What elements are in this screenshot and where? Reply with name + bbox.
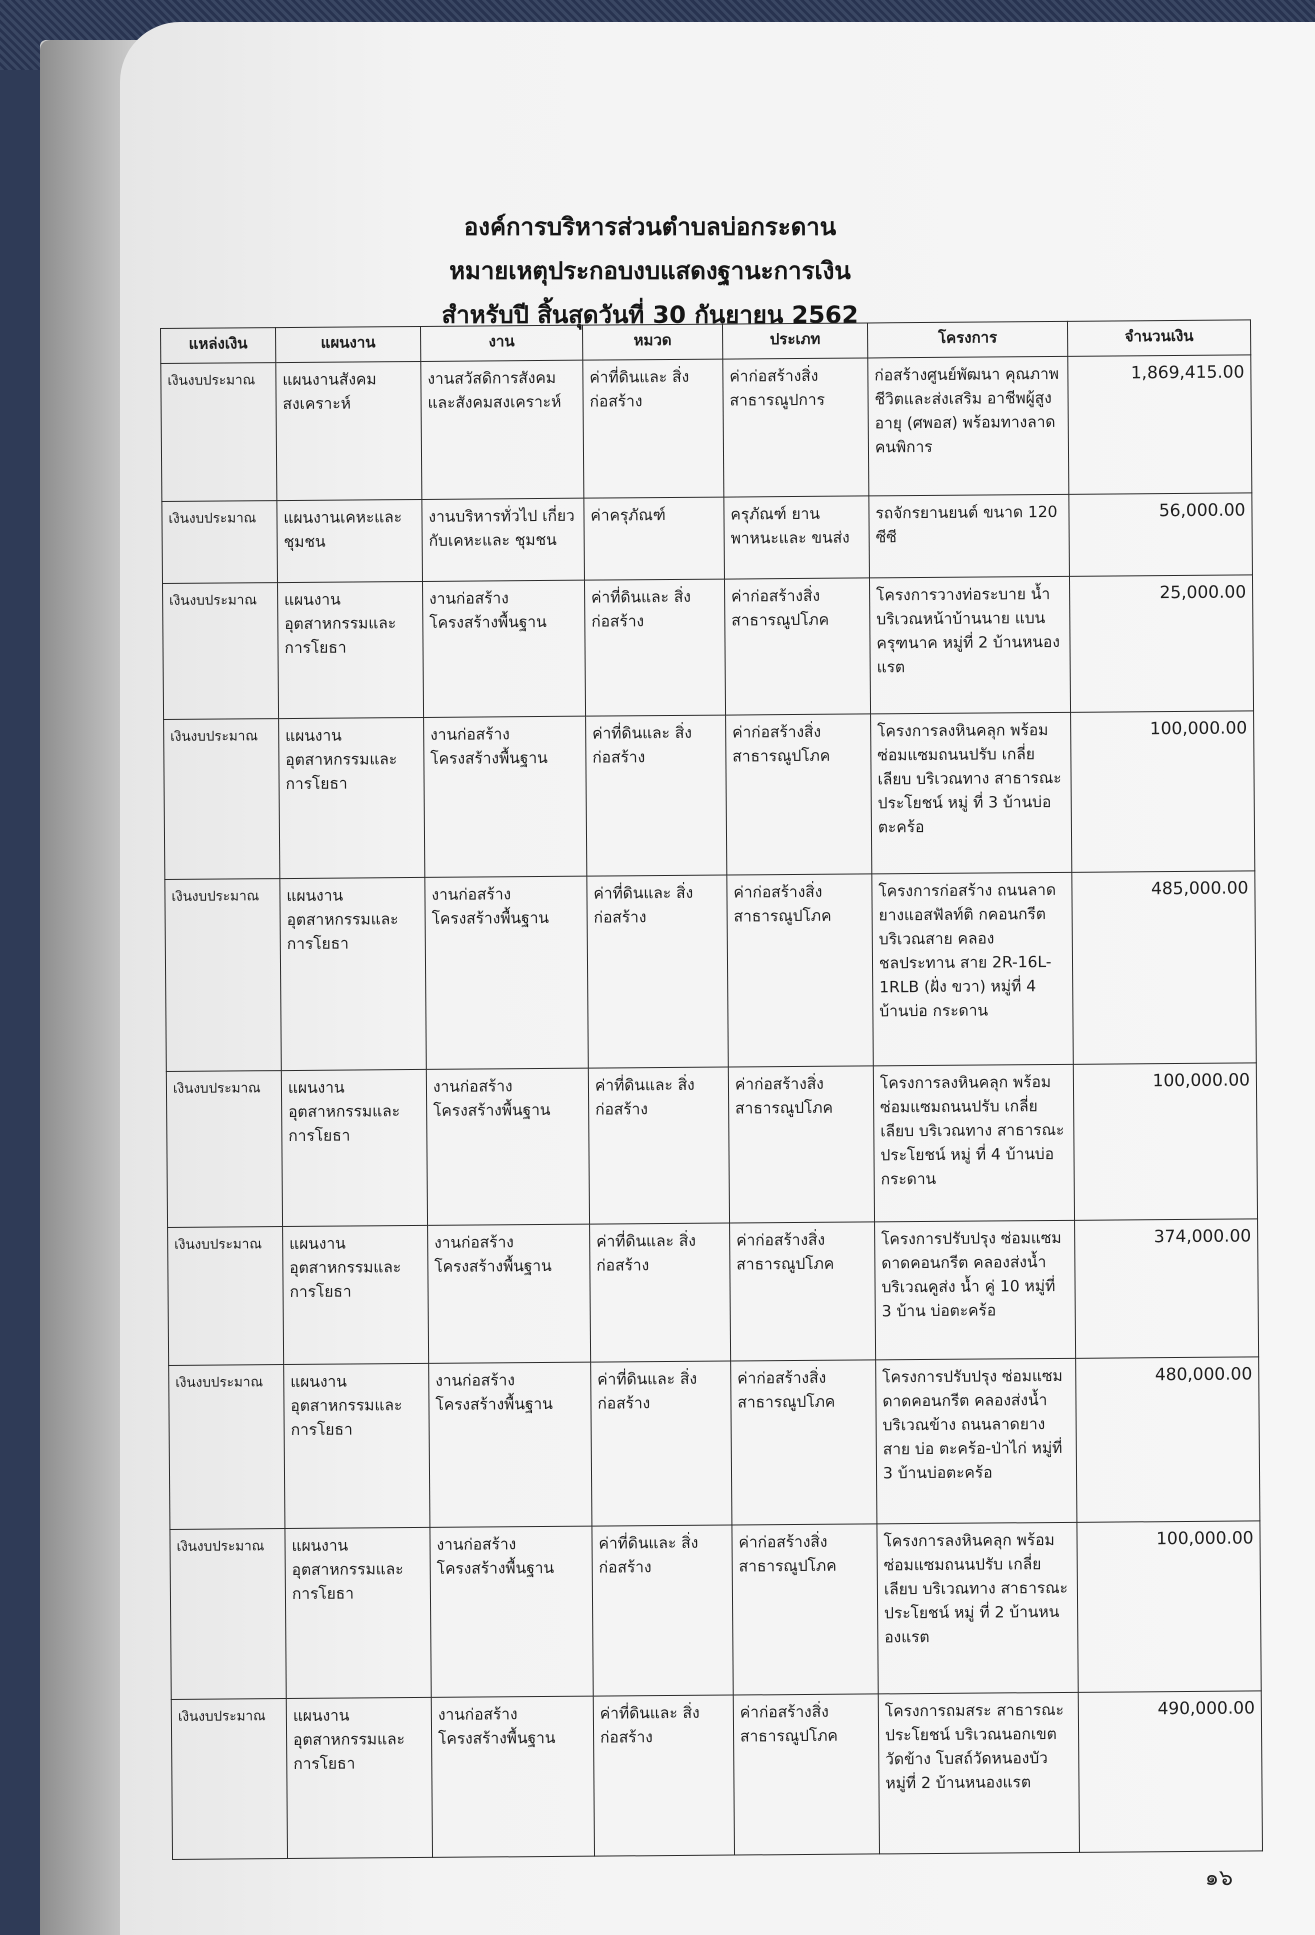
report-title: หมายเหตุประกอบงบแสดงฐานะการเงิน xyxy=(449,257,851,285)
table-row xyxy=(171,1691,1262,1860)
plan-cell: แผนงาน อุตสาหกรรมและ การโยธา xyxy=(284,1363,430,1528)
plan-cell: แผนงาน อุตสาหกรรมและ การโยธา xyxy=(279,717,425,878)
plan-cell: แผนงานสังคม สงเคราะห์ xyxy=(276,361,422,500)
column-header: ประเภท xyxy=(722,323,867,359)
project-cell: โครงการลงหินคลุก พร้อมซ่อมแซมถนนปรับ เกลี่ยเลียบ บริเวณทาง สาธารณะประโยชน์ หมู่ ที่ 4 บ้านบ่อกระดาน xyxy=(873,1064,1074,1222)
category-cell: ค่าที่ดินและ สิ่งก่อสร้าง xyxy=(587,875,729,1068)
type-cell: ค่าก่อสร้างสิ่ง สาธารณูปโภค xyxy=(728,1066,874,1223)
amount-cell: 100,000.00 xyxy=(1073,1063,1257,1220)
type-cell: ค่าก่อสร้างสิ่ง สาธารณูปโภค xyxy=(724,578,870,715)
category-cell: ค่าที่ดินและ สิ่งก่อสร้าง xyxy=(592,1525,733,1696)
plan-cell: แผนงาน อุตสาหกรรมและ การโยธา xyxy=(281,1069,427,1226)
column-header: จำนวนเงิน xyxy=(1067,320,1250,356)
table-row xyxy=(169,1357,1260,1530)
type-cell: ครุภัณฑ์ ยานพาหนะและ ขนส่ง xyxy=(724,496,870,579)
plan-cell: แผนงาน อุตสาหกรรมและ การโยธา xyxy=(283,1225,429,1364)
source-cell: เงินงบประมาณ xyxy=(163,583,279,720)
column-header: งาน xyxy=(420,325,582,361)
work-cell: งานก่อสร้าง โครงสร้างพื้นฐาน xyxy=(422,580,585,717)
amount-cell: 25,000.00 xyxy=(1069,575,1253,712)
amount-cell: 1,869,415.00 xyxy=(1068,355,1252,494)
category-cell: ค่าที่ดินและ สิ่งก่อสร้าง xyxy=(591,1361,732,1526)
source-cell: เงินงบประมาณ xyxy=(171,1699,287,1860)
category-cell: ค่าที่ดินและ สิ่งก่อสร้าง xyxy=(584,579,725,716)
category-cell: ค่าที่ดินและ สิ่งก่อสร้าง xyxy=(586,715,727,876)
notes-table xyxy=(160,319,1263,1860)
work-cell: งานก่อสร้าง โครงสร้างพื้นฐาน xyxy=(430,1526,593,1697)
document-header xyxy=(300,205,1000,337)
source-cell: เงินงบประมาณ xyxy=(166,1071,282,1228)
table-row xyxy=(170,1521,1261,1700)
project-cell: โครงการลงหินคลุก พร้อมซ่อมแซมถนนปรับ เกลี่ยเลียบ บริเวณทาง สาธารณะประโยชน์ หมู่ ที่ 3 บ้านบ่อตะคร้อ xyxy=(871,712,1072,874)
category-cell: ค่าที่ดินและ สิ่งก่อสร้าง xyxy=(593,1695,734,1856)
project-cell: โครงการปรับปรุง ซ่อมแซมดาดคอนกรีต คลองส่งน้ำ บริเวณคูส่ง น้ำ คู่ 10 หมู่ที่ 3 บ้าน บ่อตะคร้อ xyxy=(875,1220,1076,1360)
type-cell: ค่าก่อสร้างสิ่ง สาธารณูปการ xyxy=(723,358,869,497)
column-header: โครงการ xyxy=(867,321,1067,358)
amount-cell: 490,000.00 xyxy=(1078,1691,1262,1852)
category-cell: ค่าที่ดินและ สิ่งก่อสร้าง xyxy=(588,1067,729,1224)
amount-cell: 480,000.00 xyxy=(1076,1357,1260,1522)
project-cell: ก่อสร้างศูนย์พัฒนา คุณภาพชีวิตและส่งเสริม อาชีพผู้สูงอายุ (ศพอส) พร้อมทางลาดคนพิการ xyxy=(868,356,1069,496)
table-row xyxy=(166,1063,1257,1228)
page-number: ๑๖ xyxy=(1205,1866,1233,1891)
work-cell: งานก่อสร้าง โครงสร้างพื้นฐาน xyxy=(424,716,587,877)
amount-cell: 374,000.00 xyxy=(1075,1219,1259,1358)
type-cell: ค่าก่อสร้างสิ่ง สาธารณูปโภค xyxy=(730,1222,876,1361)
source-cell: เงินงบประมาณ xyxy=(165,879,282,1072)
type-cell: ค่าก่อสร้างสิ่ง สาธารณูปโภค xyxy=(732,1524,878,1695)
table-row xyxy=(163,575,1254,720)
table-row xyxy=(161,355,1252,502)
category-cell: ค่าครุภัณฑ์ xyxy=(584,497,725,580)
source-cell: เงินงบประมาณ xyxy=(164,719,280,880)
type-cell: ค่าก่อสร้างสิ่ง สาธารณูปโภค xyxy=(726,714,872,875)
table-row xyxy=(164,711,1255,880)
project-cell: รถจักรยานยนต์ ขนาด 120 ซีซี xyxy=(869,494,1070,578)
work-cell: งานก่อสร้าง โครงสร้างพื้นฐาน xyxy=(429,1362,592,1527)
type-cell: ค่าก่อสร้างสิ่ง สาธารณูปโภค xyxy=(727,874,874,1067)
notes-table-wrapper xyxy=(160,319,1262,1858)
source-cell: เงินงบประมาณ xyxy=(168,1227,284,1366)
source-cell: เงินงบประมาณ xyxy=(162,501,278,584)
amount-cell: 485,000.00 xyxy=(1072,871,1257,1064)
source-cell: เงินงบประมาณ xyxy=(161,363,277,502)
work-cell: งานก่อสร้าง โครงสร้างพื้นฐาน xyxy=(431,1696,594,1857)
plan-cell: แผนงานเคหะและ ชุมชน xyxy=(277,499,423,582)
project-cell: โครงการลงหินคลุก พร้อมซ่อมแซมถนนปรับ เกลี่ยเลียบ บริเวณทาง สาธารณะประโยชน์ หมู่ ที่ 2 บ้านหนองแรต xyxy=(877,1522,1078,1694)
plan-cell: แผนงาน อุตสาหกรรมและ การโยธา xyxy=(285,1527,431,1698)
type-cell: ค่าก่อสร้างสิ่ง สาธารณูปโภค xyxy=(733,1694,879,1855)
project-cell: โครงการถมสระ สาธารณะประโยชน์ บริเวณนอกเขตวัดข้าง โบสถ์วัดหนองบัว หมู่ที่ 2 บ้านหนองแรต xyxy=(878,1692,1079,1854)
plan-cell: แผนงาน อุตสาหกรรมและ การโยธา xyxy=(280,877,427,1070)
work-cell: งานก่อสร้าง โครงสร้างพื้นฐาน xyxy=(425,876,589,1069)
work-cell: งานสวัสดิการสังคม และสังคมสงเคราะห์ xyxy=(421,360,584,499)
table-row xyxy=(165,871,1256,1072)
source-cell: เงินงบประมาณ xyxy=(169,1365,285,1530)
work-cell: งานบริหารทั่วไป เกี่ยวกับเคหะและ ชุมชน xyxy=(422,498,585,581)
organization-title: องค์การบริหารส่วนตำบลบ่อกระดาน xyxy=(463,213,837,241)
plan-cell: แผนงาน อุตสาหกรรมและ การโยธา xyxy=(278,581,424,718)
plan-cell: แผนงาน อุตสาหกรรมและ การโยธา xyxy=(286,1697,432,1858)
table-row xyxy=(168,1219,1259,1366)
type-cell: ค่าก่อสร้างสิ่ง สาธารณูปโภค xyxy=(731,1360,877,1525)
work-cell: งานก่อสร้าง โครงสร้างพื้นฐาน xyxy=(426,1068,589,1225)
project-cell: โครงการก่อสร้าง ถนนลาดยางแอสฟัลท์ติ กคอนกรีต บริเวณสาย คลองชลประทาน สาย 2R-16L-1RLB (ฝั่ง ขวา) หมู่ที่ 4 บ้านบ่อ กระดาน xyxy=(872,872,1074,1066)
project-cell: โครงการปรับปรุง ซ่อมแซมดาดคอนกรีต คลองส่งน้ำ บริเวณข้าง ถนนลาดยางสาย บ่อ ตะคร้อ-ป่าไก่ หมู่ที่ 3 บ้านบ่อตะคร้อ xyxy=(876,1358,1077,1524)
source-cell: เงินงบประมาณ xyxy=(170,1529,286,1700)
category-cell: ค่าที่ดินและ สิ่งก่อสร้าง xyxy=(583,359,724,498)
report-period: สำหรับปี สิ้นสุดวันที่ 30 กันยายน 2562 xyxy=(441,301,859,329)
column-header: หมวด xyxy=(582,324,722,360)
category-cell: ค่าที่ดินและ สิ่งก่อสร้าง xyxy=(590,1223,731,1362)
column-header: แผนงาน xyxy=(276,326,421,362)
work-cell: งานก่อสร้าง โครงสร้างพื้นฐาน xyxy=(428,1224,591,1363)
amount-cell: 56,000.00 xyxy=(1069,493,1253,576)
amount-cell: 100,000.00 xyxy=(1077,1521,1261,1692)
column-header: แหล่งเงิน xyxy=(161,328,276,364)
amount-cell: 100,000.00 xyxy=(1071,711,1255,872)
project-cell: โครงการวางท่อระบาย น้ำ บริเวณหน้าบ้านนาย แบน ครุฑนาค หมู่ที่ 2 บ้านหนองแรต xyxy=(869,576,1070,714)
table-row xyxy=(162,493,1253,584)
